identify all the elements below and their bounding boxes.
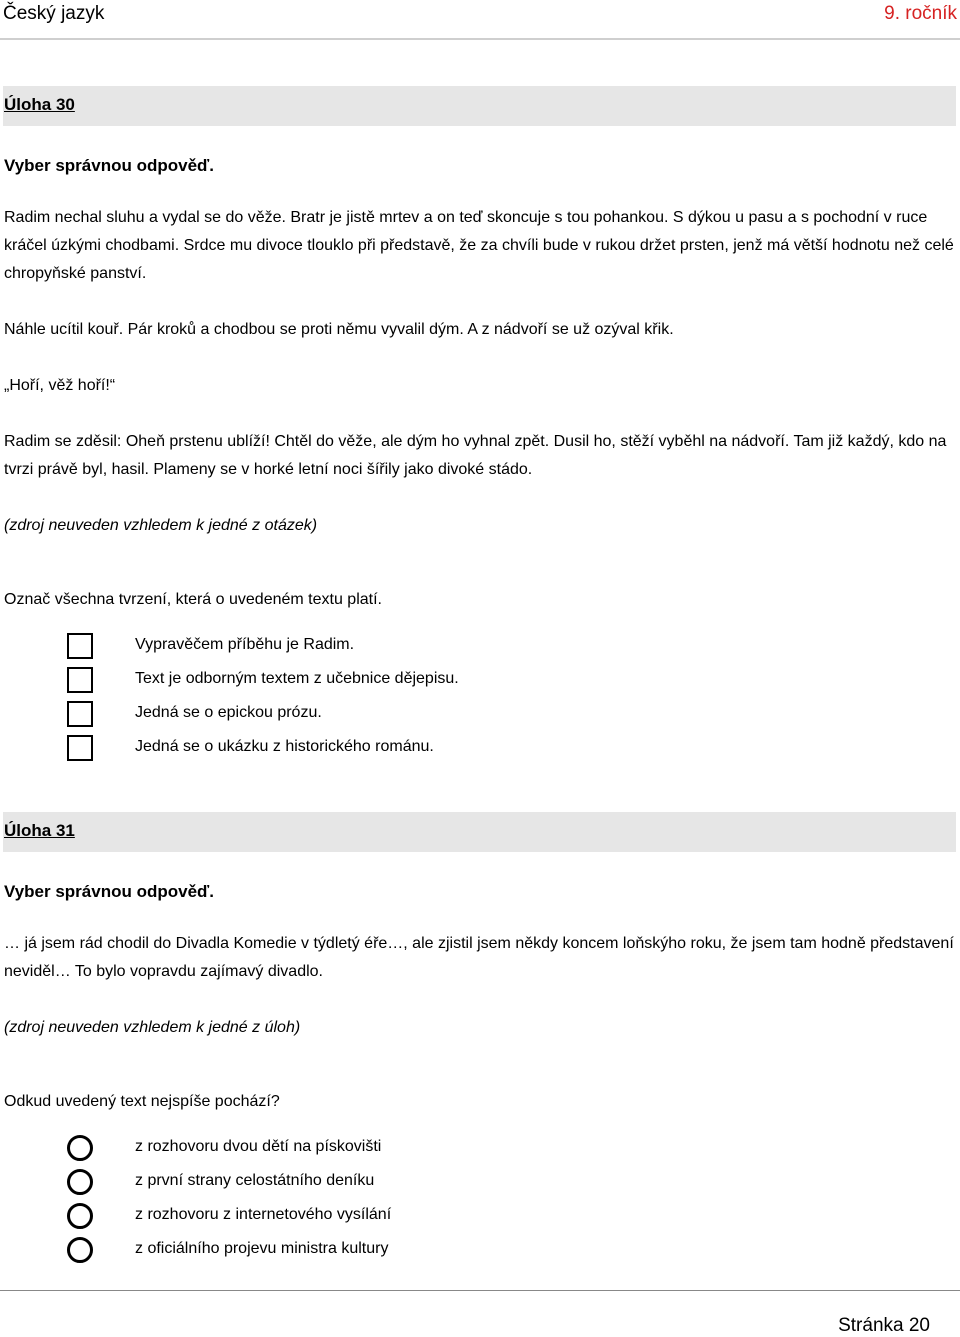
task-30-option[interactable] (67, 666, 947, 700)
option-label: z rozhovoru dvou dětí na pískovišti (135, 1138, 382, 1155)
option-label: Vypravěčem příběhu je Radim. (135, 636, 355, 653)
option-label: z rozhovoru z internetového vysílání (135, 1206, 392, 1223)
radio-button[interactable] (67, 1203, 93, 1229)
task-30-instruction: Vyber správnou odpověď. (4, 156, 214, 175)
option-label: Text je odborným textem z učebnice dějepisu. (135, 670, 459, 687)
checkbox[interactable] (67, 701, 93, 727)
subject-title: Český jazyk (3, 3, 105, 24)
radio-button[interactable] (67, 1169, 93, 1195)
task-31-option[interactable] (67, 1168, 947, 1202)
task-31-option[interactable] (67, 1236, 947, 1270)
page-footer (0, 1290, 960, 1337)
option-label: Jedná se o ukázku z historického románu. (135, 738, 434, 755)
task-30-option[interactable] (67, 734, 947, 768)
checkbox[interactable] (67, 633, 93, 659)
option-label: z oficiálního projevu ministra kultury (135, 1240, 389, 1257)
task-30-option[interactable] (67, 632, 947, 666)
grade-label: 9. ročník (884, 3, 957, 24)
page-header (0, 0, 960, 40)
task-30-title: Úloha 30 (4, 95, 75, 114)
task-30-question: Označ všechna tvrzení, která o uvedeném textu platí. (4, 591, 382, 608)
task-31-option[interactable] (67, 1134, 947, 1168)
task-31-source: (zdroj neuveden vzhledem k jedné z úloh) (4, 1019, 301, 1036)
option-label: z první strany celostátního deníku (135, 1172, 375, 1189)
checkbox[interactable] (67, 667, 93, 693)
task-30-header (3, 86, 956, 126)
task-31-option[interactable] (67, 1202, 947, 1236)
task-30-text-paragraph: Radim nechal sluhu a vydal se do věže. Bratr je jistě mrtev a on teď skoncuje s tou pohankou. S dýkou u pasu a s pochodní v ruce kráčel úzkými chodbami. Srdce mu divoce tlouklo při představě, že za chvíli bude v rukou držet prsten, jenž má větší hodnotu než celé chropyňské panství. (4, 209, 954, 282)
checkbox[interactable] (67, 735, 93, 761)
option-label: Jedná se o epickou prózu. (135, 704, 322, 721)
task-30-text-paragraph: „Hoří, věž hoří!“ (4, 377, 116, 394)
task-31-text-paragraph: … já jsem rád chodil do Divadla Komedie v týdletý éře…, ale zjistil jsem někdy koncem loňskýho roku, že jsem tam hodně představení neviděl… To bylo vopravdu zajímavý divadlo. (4, 935, 954, 980)
page-number: Stránka 20 (838, 1315, 930, 1336)
task-30-text-paragraph: Náhle ucítil kouř. Pár kroků a chodbou se proti němu vyvalil dým. A z nádvoří se už ozýval křik. (4, 321, 674, 338)
task-31-question: Odkud uvedený text nejspíše pochází? (4, 1093, 280, 1110)
task-30-option[interactable] (67, 700, 947, 734)
task-31-header (3, 812, 956, 852)
task-31-title: Úloha 31 (4, 821, 75, 840)
radio-button[interactable] (67, 1237, 93, 1263)
task-30-source: (zdroj neuveden vzhledem k jedné z otázek) (4, 517, 318, 534)
radio-button[interactable] (67, 1135, 93, 1161)
task-31-instruction: Vyber správnou odpověď. (4, 882, 214, 901)
task-30-text-paragraph: Radim se zděsil: Oheň prstenu ublíží! Chtěl do věže, ale dým ho vyhnal zpět. Dusil ho, stěží vyběhl na nádvoří. Tam již každý, kdo na tvrzi právě byl, hasil. Plameny se v horké letní noci šířily jako divoké stádo. (4, 433, 947, 478)
